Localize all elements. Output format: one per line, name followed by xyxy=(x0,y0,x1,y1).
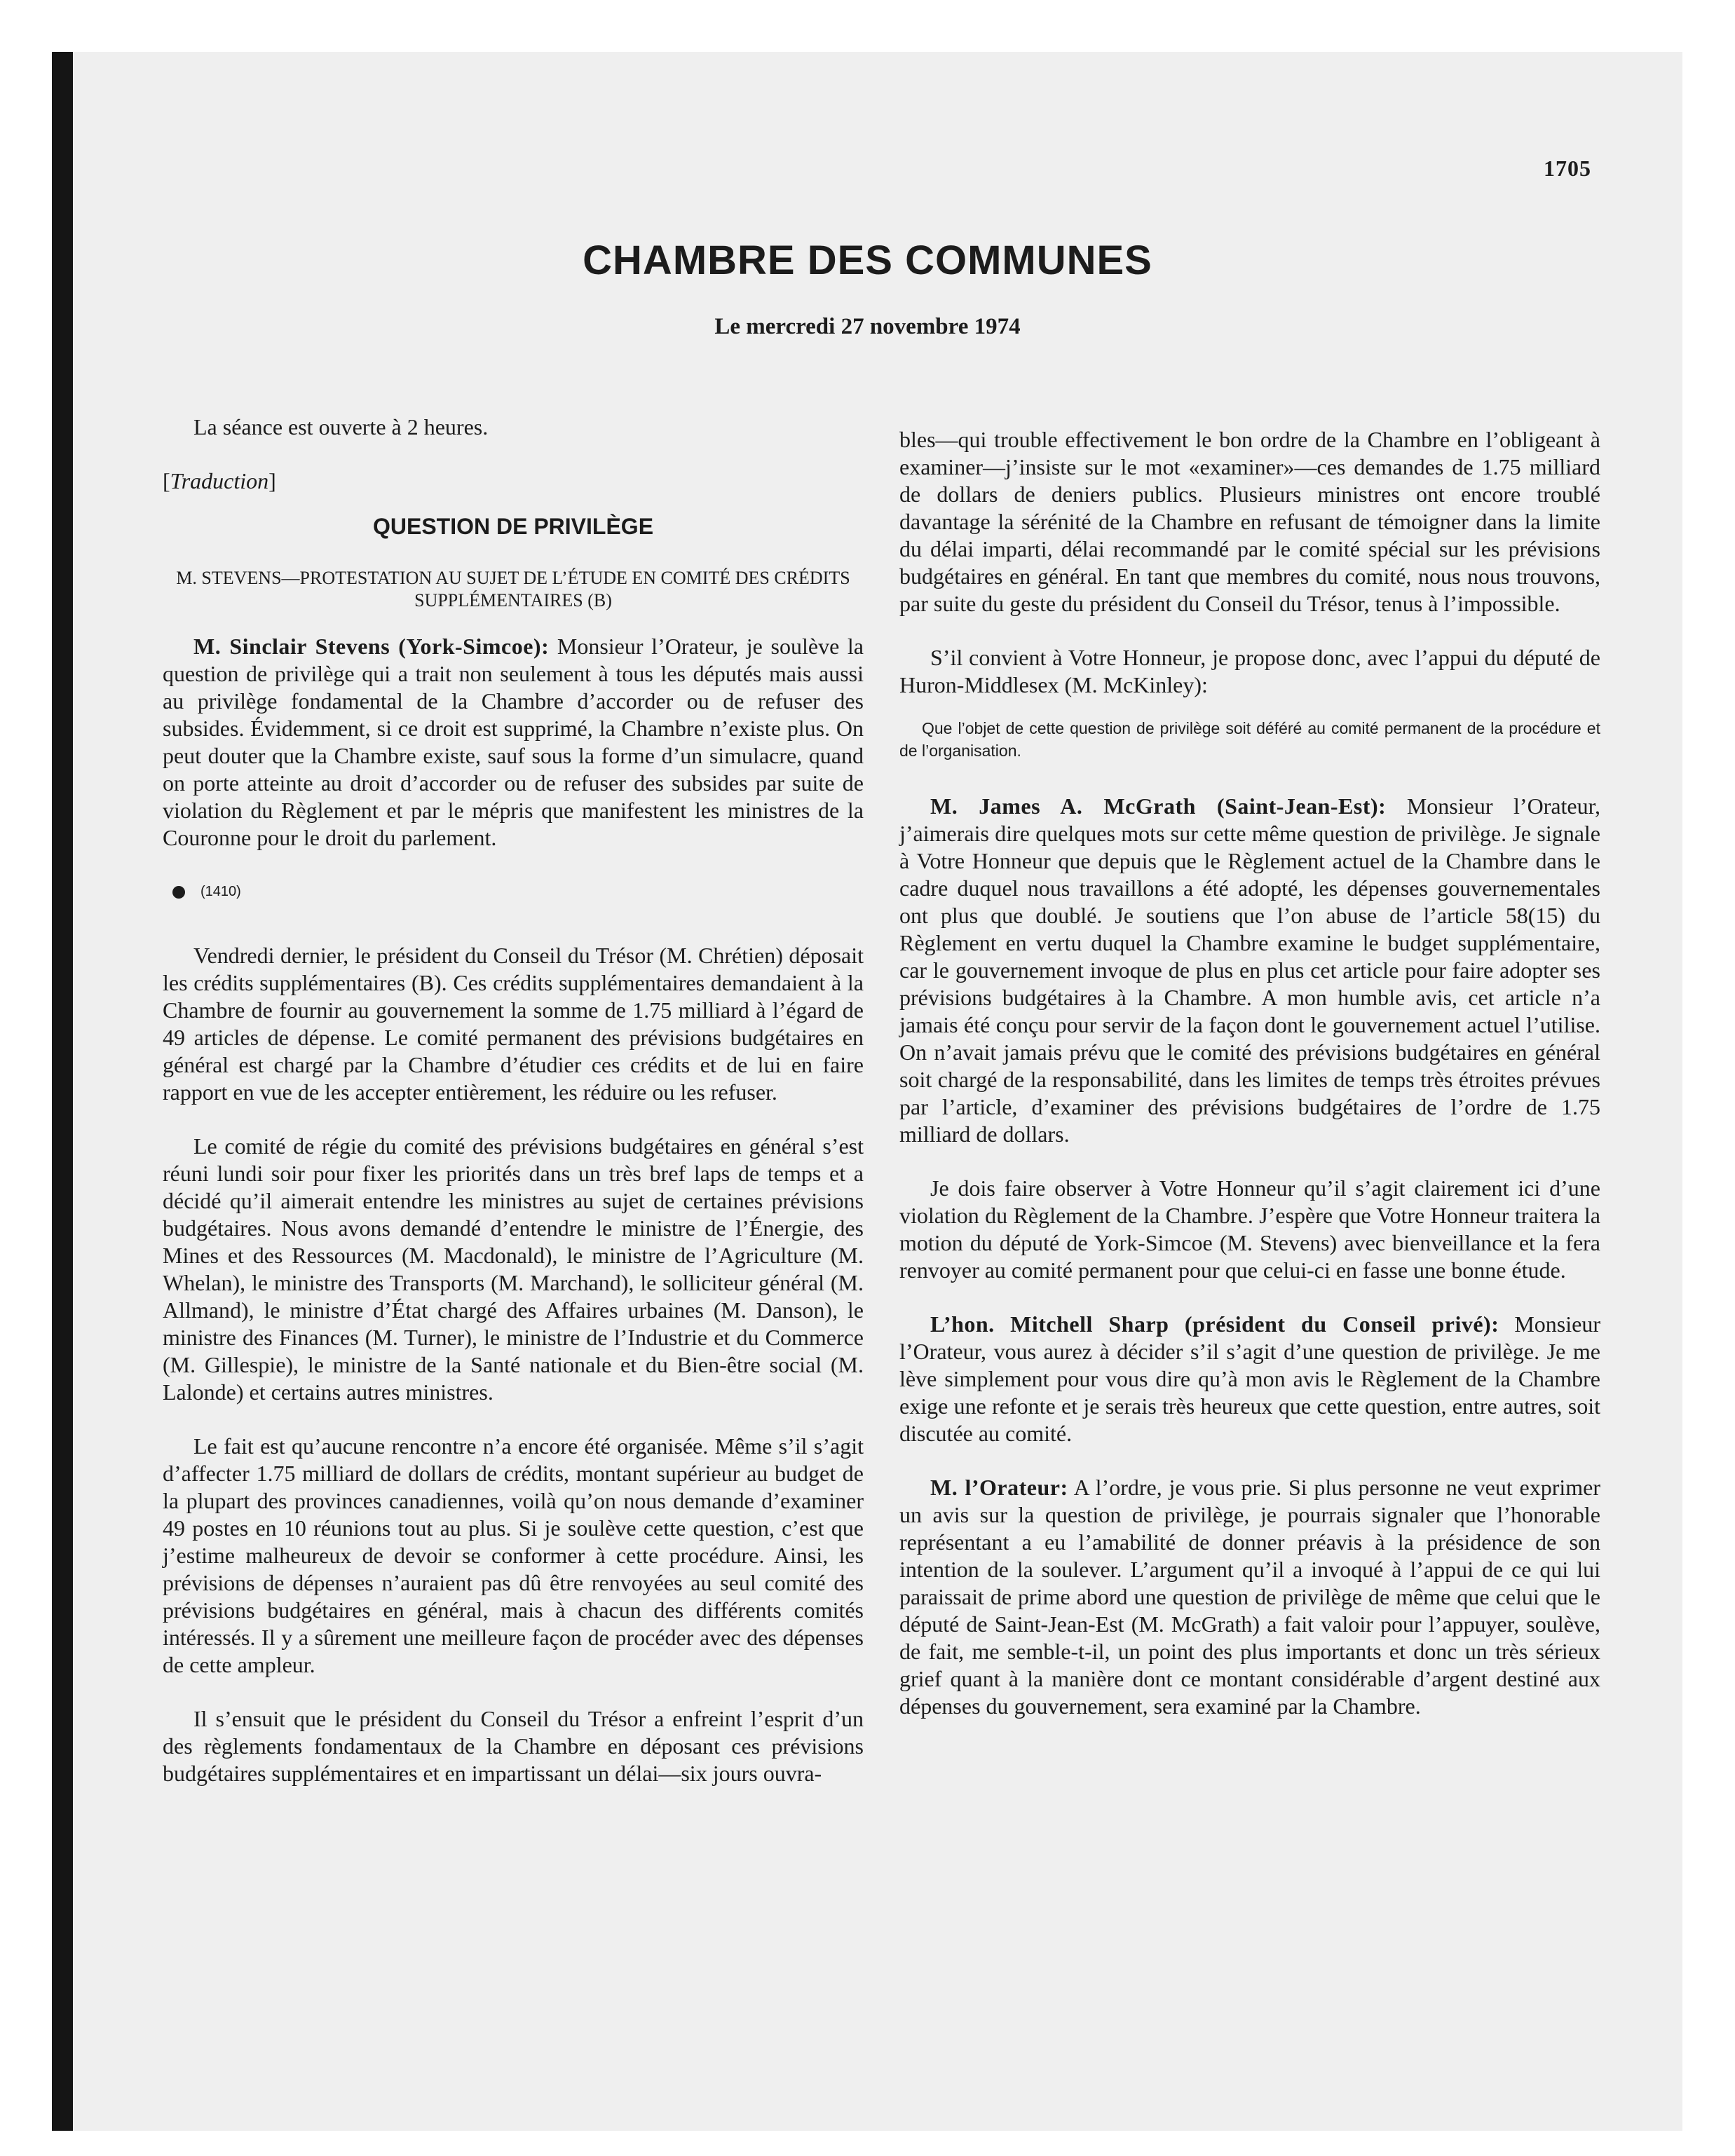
paragraph: bles—qui trouble effectivement le bon ordre de la Chambre en l’obligeant à examiner—j’insiste sur le mot «examiner»—ces demandes de 1.75 milliard de dollars de deniers publics. Plusieurs ministres ont encore troublé davantage la sérénité de la Chambre en refusant de témoigner dans la limite du délai imparti, délai recommandé par le comité spécial sur les prévisions budgétaires en général. En tant que membres du comité, nous nous trouvons, par suite du geste du président du Conseil du Trésor, tenus à l’impossible. xyxy=(899,427,1600,616)
opening-line: La séance est ouverte à 2 heures. xyxy=(193,414,489,439)
scan-edge-bar xyxy=(52,52,73,2131)
paragraph: S’il convient à Votre Honneur, je propose donc, avec l’appui du député de Huron-Middlesex (M. McKinley): xyxy=(899,645,1600,697)
speaker-name: M. James A. McGrath (Saint-Jean-Est): xyxy=(930,793,1387,819)
sharp-speech: L’hon. Mitchell Sharp (président du Conseil privé): Monsieur l’Orateur, vous aurez à décider s’il s’agit d’une question de privilège. Je me lève simplement pour vous dire qu’à mon avis le Règlement de la Chambre exige une refonte et je serais très heureux que cette question, entre autres, soit discutée au comité. xyxy=(899,1311,1601,1446)
bullet-icon xyxy=(172,886,185,899)
speaker-name: M. Sinclair Stevens (York-Simcoe): xyxy=(193,634,550,659)
time-stamp: (1410) xyxy=(163,878,864,906)
right-column xyxy=(899,426,1600,1747)
sitting-date: Le mercredi 27 novembre 1974 xyxy=(714,314,1021,339)
page-number: 1705 xyxy=(1544,156,1591,181)
mcgrath-speech: M. James A. McGrath (Saint-Jean-Est): Monsieur l’Orateur, j’aimerais dire quelques mots sur cette même question de privilège. Je signale à Votre Honneur que depuis que le Règlement actuel de la Chambre dans le cadre duquel nous travaillons a été adopté, les dépenses gouvernementales ont plus que doublé. Je soutiens que l’on abuse de l’article 58(15) du Règlement en vertu duquel la Chambre examine le budget supplémentaire, car le gouvernement invoque de plus en plus cet article pour faire adopter ses prévisions budgétaires à la Chambre. A mon humble avis, cet article n’a jamais été conçu pour servir de la façon dont le gouvernement actuel l’utilise. On n’avait jamais prévu que le comité des prévisions budgétaires en général soit chargé de la responsabilité, dans les limites de temps très étroites prévues par l’article, d’examiner des prévisions budgétaires de l’ordre de 1.75 milliard de dollars. xyxy=(899,793,1601,1147)
motion-text: Que l’objet de cette question de privilège soit déféré au comité permanent de la procédure et de l’organisation. xyxy=(899,719,1600,760)
paragraph: Le comité de régie du comité des prévisions budgétaires en général s’est réuni lundi soir pour fixer les priorités dans un très bref laps de temps et a décidé qu’il aimerait entendre les ministres au sujet de certaines prévisions budgétaires. Nous avons demandé d’entendre le ministre de l’Énergie, des Mines et des Ressources (M. Macdonald), le ministre de l’Agriculture (M. Whelan), le ministre des Transports (M. Marchand), le solliciteur général (M. Allmand), le ministre d’État chargé des Affaires urbaines (M. Danson), le ministre des Finances (M. Turner), le ministre de l’Industrie et du Commerce (M. Gillespie), le ministre de la Santé nationale et du Bien-être social (M. Lalonde) et certains autres ministres. xyxy=(163,1133,864,1405)
section-subtitle: M. STEVENS—PROTESTATION AU SUJET DE L’ÉTUDE EN COMITÉ DES CRÉDITS SUPPLÉMENTAIRES (B) xyxy=(176,568,850,610)
left-column xyxy=(163,414,864,1814)
stevens-speech: M. Sinclair Stevens (York-Simcoe): Monsieur l’Orateur, je soulève la question de privilège qui a trait non seulement à tous les députés mais aussi au privilège fondamental de la Chambre d’accorder ou de refuser des subsides. Évidemment, si ce droit est supprimé, la Chambre n’existe plus. On peut douter que la Chambre existe, sauf sous la forme d’un simulacre, quand on porte atteinte au droit d’accorder ou de refuser des subsides par suite de violation du Règlement et par le mépris que manifestent les ministres de la Couronne pour le droit du parlement. xyxy=(163,634,864,850)
paragraph: Vendredi dernier, le président du Conseil du Trésor (M. Chrétien) déposait les crédits supplémentaires (B). Ces crédits supplémentaires demandaient à la Chambre de fournir au gouvernement la somme de 1.75 milliard à l’égard de 49 articles de dépense. Le comité permanent des prévisions budgétaires en général est chargé par la Chambre d’étudier ces crédits et de lui en faire rapport en vue de les accepter entièrement, les réduire ou les refuser. xyxy=(163,943,864,1105)
paragraph: Il s’ensuit que le président du Conseil du Trésor a enfreint l’esprit d’un des règlements fondamentaux de la Chambre en déposant ces prévisions budgétaires supplémentaires et en impartissant un délai—six jours ouvra- xyxy=(163,1706,864,1786)
paragraph: Je dois faire observer à Votre Honneur qu’il s’agit clairement ici d’une violation du Règlement de la Chambre. J’espère que Votre Honneur traitera la motion du député de York-Simcoe (M. Stevens) avec bienveillance et la fera renvoyer au comité permanent pour que celui-ci en fasse une bonne étude. xyxy=(899,1175,1600,1283)
paragraph: Le fait est qu’aucune rencontre n’a encore été organisée. Même s’il s’agit d’affecter 1.75 milliard de dollars de crédits, montant supérieur au budget de la plupart des provinces canadiennes, voilà qu’on nous demande d’examiner 49 postes en 10 réunions tout au plus. Si je soulève cette question, c’est que j’estime malheureux de devoir se conformer à cette procédure. Ainsi, les prévisions de dépenses n’auraient pas dû être renvoyées au seul comité des prévisions budgétaires en général, mais à chacun des différents comités intéressés. Il y a sûrement une meilleure façon de procéder avec des dépenses de cette ampleur. xyxy=(163,1433,864,1677)
speaker-ruling: M. l’Orateur: A l’ordre, je vous prie. Si plus personne ne veut exprimer un avis sur la question de privilège, je pourrais signaler que l’honorable représentant a eu l’amabilité de donner préavis à la présidence de son intention de la soulever. L’argument qu’il a invoqué à l’appui de ce qui lui paraissait de prime abord une question de privilège de même que celui que le député de Saint-Jean-Est (M. McGrath) a fait valoir pour l’appuyer, soulève, de fait, me semble-t-il, un point des plus importants et donc un très sérieux grief quant à la manière dont ce montant considérable d’argent destiné aux dépenses du gouvernement, sera examiné par la Chambre. xyxy=(899,1475,1601,1719)
speaker-name: L’hon. Mitchell Sharp (président du Conseil privé): xyxy=(930,1311,1499,1337)
translation-label: [Traduction] xyxy=(163,468,276,493)
speaker-name: M. l’Orateur: xyxy=(930,1475,1068,1500)
page-title: CHAMBRE DES COMMUNES xyxy=(583,238,1152,283)
section-title: QUESTION DE PRIVILÈGE xyxy=(372,514,654,539)
